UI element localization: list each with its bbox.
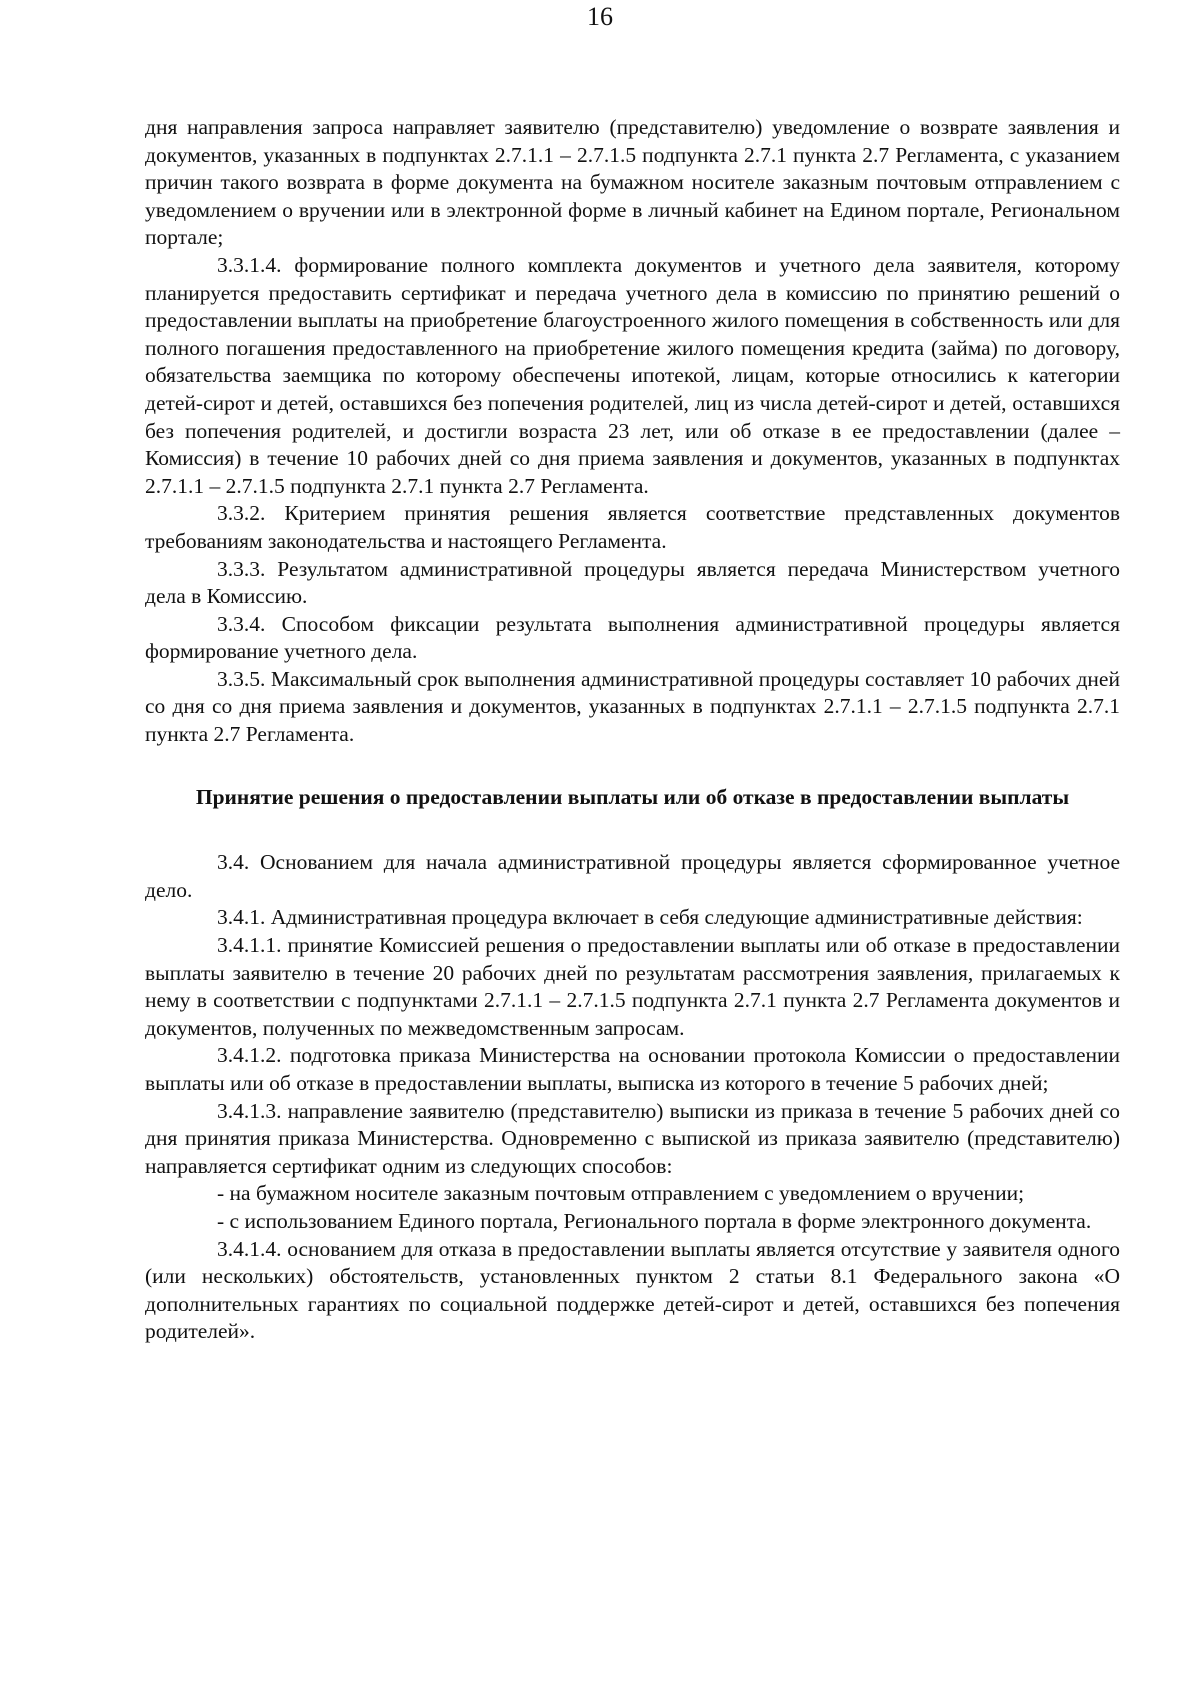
page-number: 16: [587, 2, 613, 31]
paragraph-3-4-1: 3.4.1. Административная процедура включает в себя следующие административные действия:: [217, 905, 1083, 930]
paragraph-3-3-3: 3.3.3. Результатом административной процедуры является передача Министерством учетного дела в Комиссию.: [145, 556, 1120, 609]
paragraph-continuation: дня направления запроса направляет заявителю (представителю) уведомление о возврате заявления и документов, указанных в подпунктах 2.7.1.1 – 2.7.1.5 подпункта 2.7.1 пункта 2.7 Регламента, с указанием причин такого возврата в форме документа на бумажном носителе заказным почтовым отправлением с уведомлением о вручении или в электронной форме в личный кабинет на Едином портале, Региональном портале;: [145, 115, 1120, 250]
list-item-paper-delivery: - на бумажном носителе заказным почтовым отправлением с уведомлением о вручении;: [217, 1181, 1025, 1206]
paragraph-3-3-1-4: 3.3.1.4. формирование полного комплекта документов и учетного дела заявителя, которому планируется предоставить сертификат и передача учетного дела в комиссию по принятию решений о предоставлении выплаты на приобретение благоустроенного жилого помещения в собственность или для полного погашения предоставленного на приобретение жилого помещения кредита (займа) по договору, обязательства заемщика по которому обеспечены ипотекой, лицам, которые относились к категории детей-сирот и детей, оставшихся без попечения родителей, лиц из числа детей-сирот и детей, оставшихся без попечения родителей, и достигли возраста 23 лет, или об отказе в ее предоставлении (далее – Комиссия) в течение 10 рабочих дней со дня приема заявления и документов, указанных в подпунктах 2.7.1.1 – 2.7.1.5 подпункта 2.7.1 пункта 2.7 Регламента.: [145, 252, 1120, 498]
paragraph-3-4: 3.4. Основанием для начала административной процедуры является сформированное учетное дело.: [145, 850, 1120, 902]
paragraph-3-3-4: 3.3.4. Способом фиксации результата выполнения административной процедуры является формирование учетного дела.: [145, 611, 1120, 664]
section-heading: Принятие решения о предоставлении выплаты или об отказе в предоставлении выплаты: [195, 784, 1070, 809]
paragraph-3-4-1-1: 3.4.1.1. принятие Комиссией решения о предоставлении выплаты или об отказе в предоставлении выплаты заявителю в течение 20 рабочих дней по результатам рассмотрения заявления, прилагаемых к нему в соответствии с подпунктами 2.7.1.1 – 2.7.1.5 подпункта 2.7.1 пункта 2.7 Регламента документов и документов, полученных по межведомственным запросам.: [145, 933, 1120, 1040]
document-body: [145, 114, 1120, 1346]
list-item-electronic-delivery: - с использованием Единого портала, Регионального портала в форме электронного документа.: [217, 1208, 1092, 1233]
paragraph-3-4-1-4: 3.4.1.4. основанием для отказа в предоставлении выплаты является отсутствие у заявителя одного (или нескольких) обстоятельств, установленных пунктом 2 статьи 8.1 Федерального закона «О дополнительных гарантиях по социальной поддержке детей-сирот и детей, оставшихся без попечения родителей».: [145, 1236, 1120, 1344]
paragraph-3-4-1-2: 3.4.1.2. подготовка приказа Министерства на основании протокола Комиссии о предоставлении выплаты или об отказе в предоставлении выплаты, выписка из которого в течение 5 рабочих дней;: [145, 1043, 1120, 1095]
paragraph-3-3-2: 3.3.2. Критерием принятия решения является соответствие представленных документов требованиям законодательства и настоящего Регламента.: [145, 501, 1120, 553]
paragraph-3-3-5: 3.3.5. Максимальный срок выполнения административной процедуры составляет 10 рабочих дней со дня со дня приема заявления и документов, указанных в подпунктах 2.7.1.1 – 2.7.1.5 подпункта 2.7.1 пункта 2.7 Регламента.: [145, 666, 1120, 747]
paragraph-3-4-1-3: 3.4.1.3. направление заявителю (представителю) выписки из приказа в течение 5 рабочих дней со дня принятия приказа Министерства. Одновременно с выпиской из приказа заявителю (представителю) направляется сертификат одним из следующих способов:: [145, 1098, 1120, 1178]
